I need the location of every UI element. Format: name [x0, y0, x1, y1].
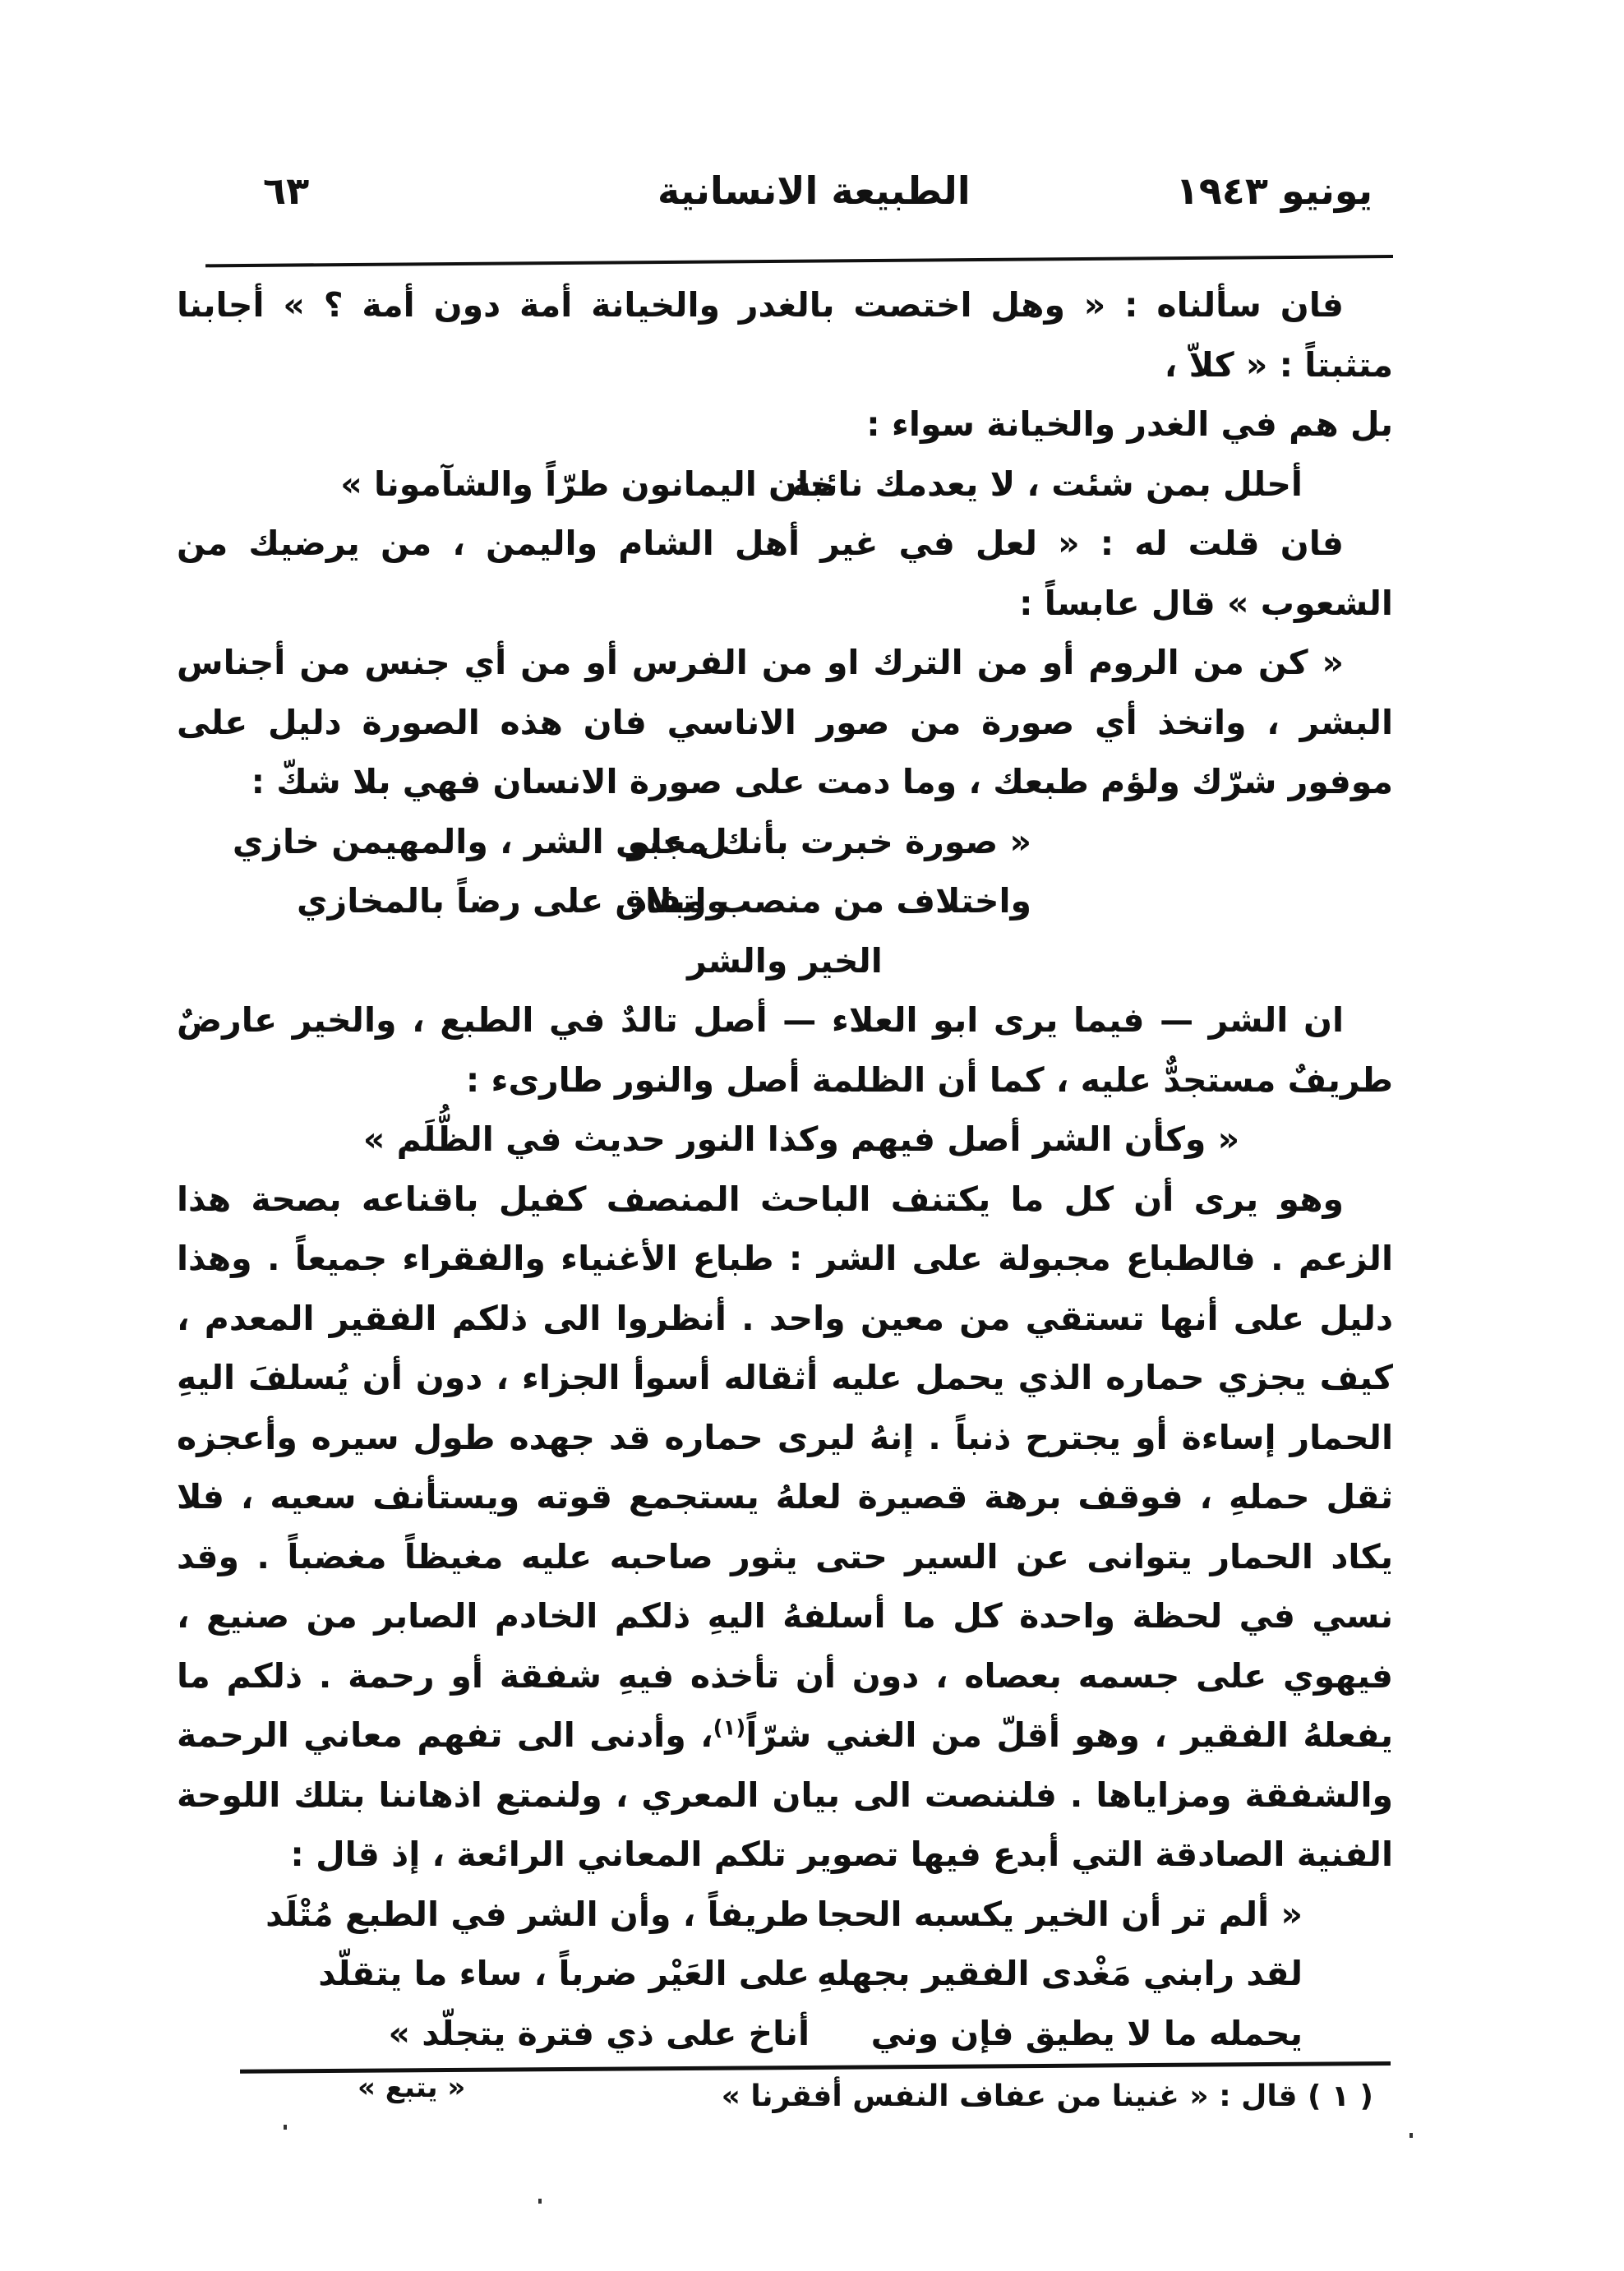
header-rule: [205, 255, 1393, 267]
verse-hemistich-first: يحمله ما لا يطيق فإن وني: [870, 2013, 1303, 2053]
section-heading: الخير والشر: [687, 940, 883, 981]
scan-speck: [284, 2125, 287, 2130]
paragraph: فان قلت له : « لعل في غير أهل الشام واليمن ، من يرضيك من الشعوب » قال عابساً :: [177, 524, 1393, 623]
verse-line: [177, 455, 1393, 515]
verse-hemistich-second: على العَيْر ضرباً ، ساء ما يتقلّد: [318, 1954, 810, 1993]
verse-hemistich-second: خان اليمانون طرّاً والشآمونا »: [340, 464, 834, 504]
text-line: فان سألناه : « وهل اختصت بالغدر والخيانة أمة دون أمة ؟ » أجابنا متثبتاً : « كلاّ ،: [177, 285, 1393, 385]
verse-line: [177, 1944, 1393, 2004]
scan-speck: [1409, 2133, 1413, 2138]
footnote-reference[interactable]: (١): [713, 1715, 746, 1741]
verse-line: « وكأن الشر أصل فيهم وكذا النور حديث في الظُّلَم »: [362, 1119, 1240, 1159]
paragraph-question: [177, 275, 1393, 455]
verse-hemistich-first: لقد رابني مَغْدى الفقير بجهلهِ: [816, 1954, 1303, 1993]
footnote-text: قال : « غنينا من عفاف النفس أفقرنا »: [721, 2079, 1298, 2113]
paragraph: [177, 1170, 1393, 1885]
verse-hemistich-second: أناخ على ذي فترة يتجلّد »: [388, 2013, 810, 2053]
scan-speck: [538, 2199, 542, 2204]
article-body: [177, 275, 1393, 2112]
paragraph: « كن من الروم أو من الترك او من الفرس أو من أي جنس من أجناس البشر ، واتخذ أي صورة من صور الاناسي فان هذه الصورة دليل على موفور شرّك ولؤم طبعك ، وما دمت على صورة الانسان فهي بلا شكّ :: [177, 643, 1393, 801]
verse-hemistich-second: طريفاً ، وأن الشر في الطبع مُتْلَد: [265, 1894, 810, 1934]
footnote-marker: ( ١ ): [1308, 2079, 1373, 2113]
page-header: [197, 168, 1397, 242]
running-title: الطبيعة الانسانية: [657, 168, 971, 213]
verse-hemistich-second: واتفاق على رضاً بالمخازي: [297, 881, 727, 921]
verse-line: [177, 812, 1393, 872]
verse-line: [177, 1885, 1393, 1945]
paragraph: ان الشر — فيما يرى ابو العلاء — أصل تالدٌ في الطبع ، والخير عارضٌ طريفٌ مستجدٌّ عليه ، كما أن الظلمة أصل والنور طارىء :: [177, 1000, 1393, 1100]
verse-hemistich-first: أحلل بمن شئت ، لا يعدمك نائبة: [791, 464, 1303, 504]
paragraph-text: ، وأدنى الى تفهم معاني الرحمة والشفقة ومزاياها . فلننصت الى بيان المعري ، ولنمتع اذهاننا بتلك اللوحة الفنية الصادقة التي أبدع فيها تصوير تلكم المعاني الرائعة ، إذ قال :: [177, 1715, 1393, 1874]
verse-hemistich-second: ل على الشر ، والمهيمن خازي: [232, 821, 727, 861]
footnote: [722, 2079, 1373, 2113]
page-number: ٦٣: [263, 168, 310, 213]
text-line: بل هم في الغدر والخيانة سواء :: [866, 404, 1393, 444]
verse-hemistich-first: « صورة خبرت بأنك مجبو: [627, 821, 1031, 861]
paragraph-text: وهو يرى أن كل ما يكتنف الباحث المنصف كفيل باقناعه بصحة هذا الزعم . فالطباع مجبولة على الشر : طباع الأغنياء والفقراء جميعاً . وهذا دليل على أنها تستقي من معين واحد . أنظروا الى ذلكم الفقير المعدم ، كيف يجزي حماره الذي يحمل عليه أثقاله أسوأ الجزاء ، دون أن يُسلفَ اليهِ الحمار إساءة أو يجترح ذنباً . إنهُ ليرى حماره قد جهده طول سيره وأعجزه ثقل حملهِ ، فوقف برهة قصيرة لعلهُ يستجمع قوته ويستأنف سعيه ، فلا يكاد الحمار يتوانى عن السير حتى يثور صاحبه عليه مغيظاً مغضباً . وقد نسي في لحظة واحدة كل ما أسلفهُ اليهِ ذلكم الخادم الصابر من صنيع ، فيهوي على جسمه بعصاه ، دون أن تأخذه فيهِ شفقة أو رحمة . ذلكم ما يفعلهُ الفقير ، وهو أقلّ من الغني شرّاً: [177, 1179, 1393, 1755]
verse-hemistich-first: « ألم تر أن الخير يكسبه الحجا: [816, 1894, 1303, 1934]
verse-hemistich-first: واختلاف من منصب وبلاد: [630, 881, 1031, 921]
to-be-continued-note: « يتبع »: [358, 2071, 466, 2104]
verse-line: [177, 871, 1393, 931]
verse-line: [177, 2004, 1393, 2064]
issue-date: يونيو ١٩٤٣: [1175, 168, 1373, 213]
